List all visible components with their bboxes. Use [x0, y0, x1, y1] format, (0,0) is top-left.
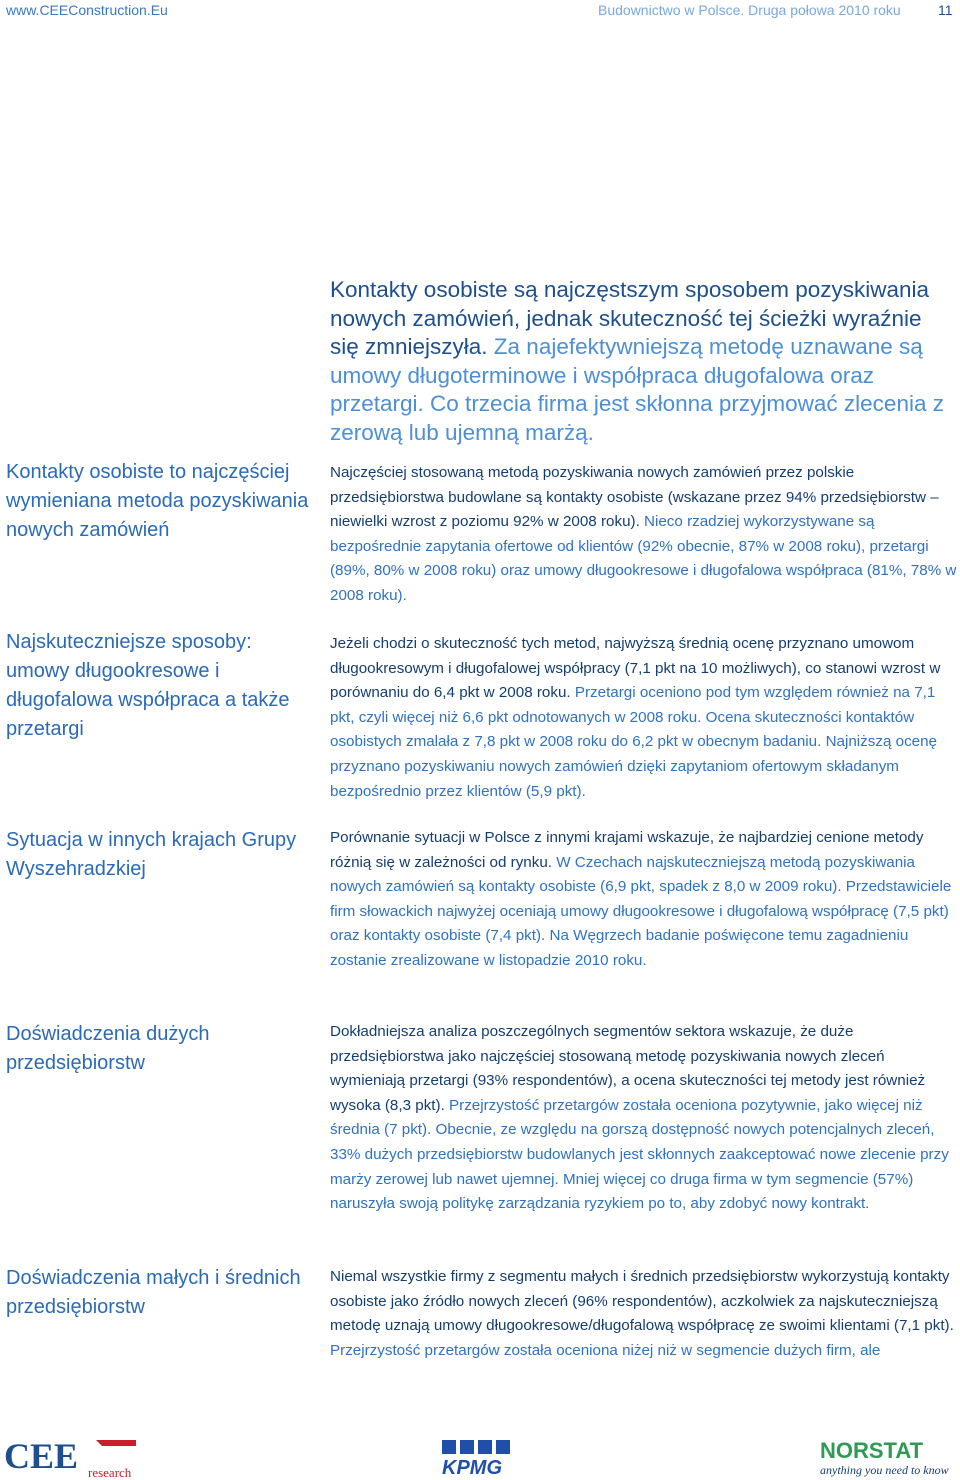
paragraph-methods-b: Nieco rzadziej wykorzystywane są bezpośrednie zapytania ofertowe od klientów (92% obecnie, 87% w 2008 roku), przetargi (89%, 80% w 2008 roku) oraz umowy długookresowe i długofalowa współpraca (81%, 78% w 2008 roku).	[330, 513, 957, 604]
page-footer	[0, 1428, 960, 1480]
paragraph-large-firms-a: Dokładniejsza analiza poszczególnych segmentów sektora wskazuje, że duże przedsiębiorstwa jako najczęściej stosowaną metodę pozyskiwania nowych zleceń wymieniają przetargi (93% respondentów), a ocena skuteczności tej metody jest również wysoka (8,3 pkt).	[330, 1023, 926, 1114]
paragraph-visegrad-a: Porównanie sytuacji w Polsce z innymi krajami wskazuje, że najbardziej cenione metody różnią się w zależności od rynku.	[330, 829, 924, 871]
kpmg-logo-box-1	[442, 1440, 456, 1454]
paragraph-sme-a: Niemal wszystkie firmy z segmentu małych i średnich przedsiębiorstw wykorzystują kontakty osobiste jako źródło nowych zleceń (96% respondentów), aczkolwiek za najskuteczniejszą metodę uznają umowy długookresowe/długofalową współpracę ze swoimi klientami (7,1 pkt).	[330, 1268, 954, 1335]
lead-part-2: Za najefektywniejszą metodę uznawane są umowy długoterminowe i współpraca długofalowa oraz przetargi.	[330, 334, 923, 416]
paragraph-large-firms	[330, 1020, 958, 1217]
cee-logo-swoosh	[96, 1440, 136, 1446]
paragraph-effectiveness-c: Najniższą ocenę przyznano pozyskiwaniu nowych zamówień dzięki zapytaniom ofertowym składanym bezpośrednio przez klientów (5,9 pkt).	[330, 733, 938, 800]
norstat-tagline: anything you need to know	[820, 1463, 949, 1477]
kpmg-logo-box-3	[478, 1440, 492, 1454]
paragraph-sme	[330, 1265, 958, 1363]
paragraph-effectiveness-a: Jeżeli chodzi o skuteczność tych metod, najwyższą średnią ocenę przyznano umowom długookresowym i długofalowej współpracy (7,1 pkt na 10 możliwych), co stanowi wzrost w porównaniu do 6,4 pkt w 2008 roku.	[330, 635, 941, 702]
cee-logo-text: CEE	[4, 1436, 79, 1476]
paragraph-sme-b: Przejrzystość przetargów została oceniona niżej niż w segmencie dużych firm, ale	[330, 1341, 881, 1359]
paragraph-methods	[330, 461, 958, 609]
kpmg-logo-box-2	[460, 1440, 474, 1454]
paragraph-visegrad	[330, 826, 958, 974]
kpmg-logo-text: KPMG	[442, 1457, 502, 1476]
paragraph-effectiveness	[330, 632, 958, 804]
sidebar-heading-sme: Doświadczenia małych i średnich przedsiębiorstw	[6, 1267, 301, 1318]
norstat-logo	[818, 1436, 958, 1478]
page-header	[0, 0, 960, 22]
paragraph-visegrad-b: W Czechach najskuteczniejszą metodą pozyskiwania nowych zamówień są kontakty osobiste (6,9 pkt, spadek z 8,0 w 2009 roku). Przedstawiciele firm słowackich najwyżej oceniają umowy długookresowe i długofalową współpracę (7,5 pkt) oraz kontakty osobiste (7,4 pkt). Na Węgrzech badanie poświęcone temu zagadnieniu zostanie zrealizowane w listopadzie 2010 roku.	[330, 853, 952, 969]
paragraph-large-firms-b: Przejrzystość przetargów została oceniona pozytywnie, jako więcej niż średnia (7 pkt). Obecnie, ze względu na gorszą dostępność nowych potencjalnych zleceń, 33% dużych przedsiębiorstw budowlanych jest skłonnych zaakceptować nowe zlecenie przy marży zerowej lub nawet ujemnej. Mniej więcej co druga firma w tym segmencie (57%) naruszyła swoją politykę zarządzania ryzykiem po to, aby zdobyć nowy kontrakt.	[330, 1096, 949, 1213]
cee-logo-sub: research	[88, 1465, 132, 1478]
page-number: 11	[938, 2, 953, 18]
cee-research-logo	[4, 1432, 144, 1478]
sidebar-heading-most-effective: Najskuteczniejsze sposoby: umowy długookresowe i długofalowa współpraca a także przetargi	[6, 631, 290, 740]
paragraph-effectiveness-b: Przetargi oceniono pod tym względem również na 7,1 pkt, czyli więcej niż 6,6 pkt odnotowanych w 2008 roku. Ocena skuteczności kontaktów osobistych zmalała z 7,8 pkt w 2008 roku do 6,2 pkt w obecnym badaniu.	[330, 684, 936, 751]
kpmg-logo	[438, 1438, 524, 1476]
norstat-logo-text: NORSTAT	[820, 1438, 924, 1463]
sidebar-heading-personal-contacts: Kontakty osobiste to najczęściej wymieniana metoda pozyskiwania nowych zamówień	[6, 461, 309, 541]
lead-summary	[330, 276, 956, 447]
sidebar-heading-visegrad: Sytuacja w innych krajach Grupy Wyszehradzkiej	[6, 829, 297, 880]
site-url[interactable]: www.CEEConstruction.Eu	[6, 2, 168, 18]
paragraph-methods-a: Najczęściej stosowaną metodą pozyskiwania nowych zamówień przez polskie przedsiębiorstwa budowlane są kontakty osobiste (wskazane przez 94% przedsiębiorstw – niewielki wzrost z poziomu 92% w 2008 roku).	[330, 464, 939, 531]
kpmg-logo-box-4	[496, 1440, 510, 1454]
publication-title: Budownictwo w Polsce. Druga połowa 2010 roku	[598, 2, 901, 18]
lead-part-3: Co trzecia firma jest skłonna przyjmować zlecenia z zerową lub ujemną marżą.	[330, 391, 944, 445]
lead-part-1: Kontakty osobiste są najczęstszym sposobem pozyskiwania nowych zamówień, jednak skuteczność tej ścieżki wyraźnie się zmniejszyła.	[330, 277, 930, 359]
sidebar-heading-large-firms: Doświadczenia dużych przedsiębiorstw	[6, 1023, 210, 1074]
